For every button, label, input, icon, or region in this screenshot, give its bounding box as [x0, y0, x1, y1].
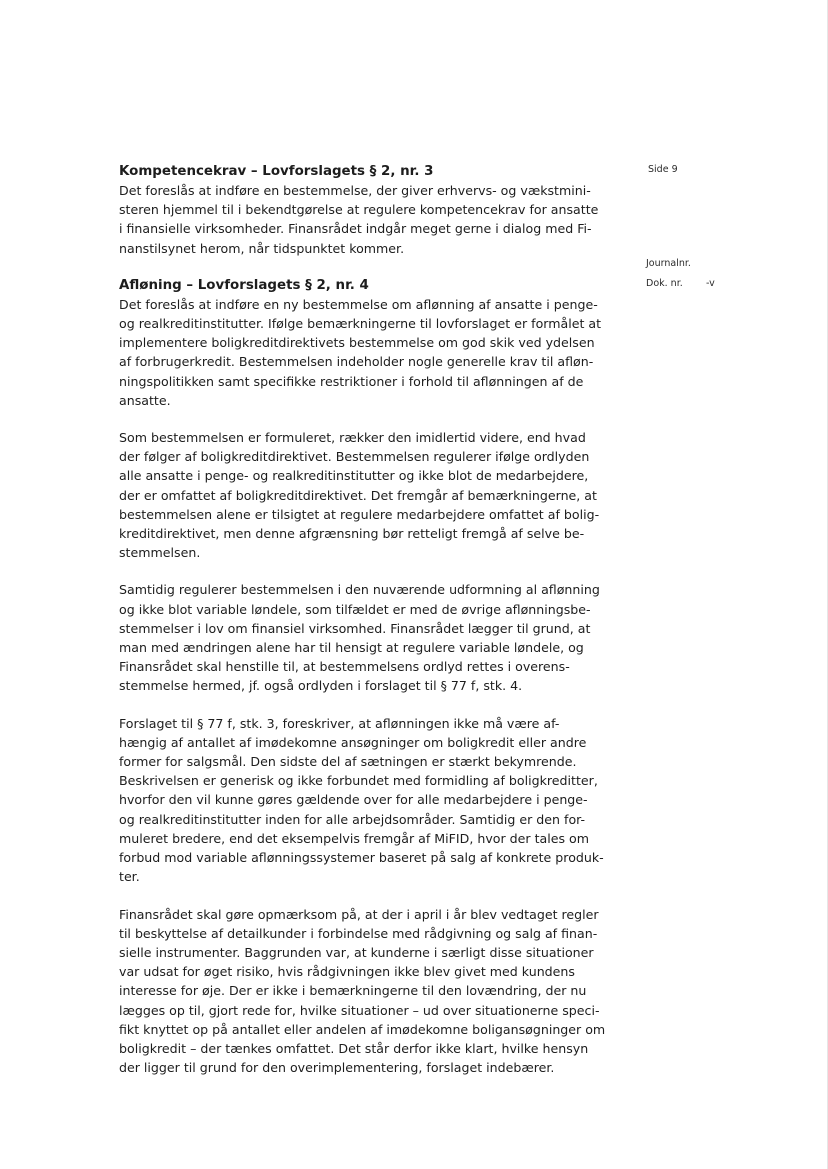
text-line: Finansrådet skal henstille til, at bestemmelsens ordlyd rettes i overens- — [119, 659, 570, 675]
text-line: man med ændringen alene har til hensigt at regulere variable løndele, og — [119, 640, 584, 656]
text-line: til beskyttelse af detailkunder i forbindelse med rådgivning og salg af finan- — [119, 925, 598, 941]
letter-body — [119, 162, 609, 1095]
text-line: hvorfor den vil kunne gøres gældende over for alle medarbejdere i penge- — [119, 792, 588, 808]
text-line: ningspolitikken samt specifikke restriktioner i forhold til aflønningen af de — [119, 373, 584, 389]
text-line: Det foreslås at indføre en bestemmelse, der giver erhvervs- og vækstmini- — [119, 183, 591, 198]
text-line: nanstilsynet herom, når tidspunktet kommer. — [119, 240, 405, 256]
text-line: af forbrugerkredit. Bestemmelsen indeholder nogle generelle krav til afløn- — [119, 354, 594, 370]
journal-number-label: Journalnr. — [646, 258, 691, 269]
text-line: hængig af antallet af imødekomne ansøgninger om boligkredit eller andre — [119, 734, 587, 750]
text-line: stemmelser i lov om finansiel virksomhed. Finansrådet lægger til grund, at — [119, 620, 591, 636]
text-line: der er omfattet af boligkreditdirektivet. Det fremgår af bemærkningerne, at — [119, 487, 597, 503]
text-line: og realkreditinstitutter inden for alle arbejdsområder. Samtidig er den for- — [119, 811, 586, 827]
text-line: Beskrivelsen er generisk og ikke forbundet med formidling af boligkreditter, — [119, 773, 598, 789]
paragraph — [119, 428, 609, 562]
text-line: former for salgsmål. Den sidste del af sætningen er stærkt bekymrende. — [119, 754, 577, 770]
page-number: Side 9 — [648, 164, 678, 175]
text-line: og ikke blot variable løndele, som tilfældet er med de øvrige aflønningsbe- — [119, 601, 591, 617]
text-line: steren hjemmel til i bekendtgørelse at regulere kompetencekrav for ansatte — [119, 202, 599, 218]
text-line: var udsat for øget risiko, hvis rådgivningen ikke blev givet med kundens — [119, 964, 575, 980]
section-heading: Kompetencekrav – Lovforslagets § 2, nr. 3 — [119, 164, 434, 179]
text-line: alle ansatte i penge- og realkreditinstitutter og ikke blot de medarbejdere, — [119, 468, 589, 484]
text-line: muleret bredere, end det eksempelvis fremgår af MiFID, hvor der tales om — [119, 830, 590, 846]
paragraph — [119, 580, 609, 695]
text-line: Som bestemmelsen er formuleret, rækker den imidlertid videre, end hvad — [119, 430, 586, 446]
paragraph — [119, 295, 609, 410]
text-line: bestemmelsen alene er tilsigtet at regulere medarbejdere omfattet af bolig- — [119, 506, 600, 522]
section-remuneration — [119, 276, 609, 1078]
text-line: ansatte. — [119, 392, 171, 408]
text-line: forbud mod variable aflønningssystemer baseret på salg af konkrete produk- — [119, 850, 604, 866]
text-line: Det foreslås at indføre en ny bestemmelse om aflønning af ansatte i penge- — [119, 296, 598, 312]
document-number-label: Dok. nr. — [646, 278, 683, 289]
text-line: der ligger til grund for den overimplementering, forslaget indebærer. — [119, 1060, 555, 1076]
text-line: implementere boligkreditdirektivets bestemmelse om god skik ved ydelsen — [119, 335, 595, 351]
text-line: interesse for øje. Der er ikke i bemærkningerne til den lovændring, der nu — [119, 983, 587, 999]
text-line: der følger af boligkreditdirektivet. Bestemmelsen regulerer ifølge ordlyden — [119, 449, 590, 465]
text-line: lægges op til, gjort rede for, hvilke situationer – ud over situationerne speci- — [119, 1002, 600, 1018]
document-number-value: -v — [706, 278, 715, 289]
paragraph — [119, 905, 609, 1078]
text-line: sielle instrumenter. Baggrunden var, at kunderne i særligt disse situationer — [119, 944, 594, 960]
text-line: stemmelsen. — [119, 545, 201, 561]
section-heading: Afløning – Lovforslagets § 2, nr. 4 — [119, 277, 369, 293]
text-line: boligkredit – der tænkes omfattet. Det står derfor ikke klart, hvilke hensyn — [119, 1040, 589, 1056]
text-line: kreditdirektivet, men denne afgrænsning bør retteligt fremgå af selve be- — [119, 526, 585, 542]
section-competence — [119, 162, 609, 258]
text-line: Samtidig regulerer bestemmelsen i den nuværende udformning al aflønning — [119, 582, 600, 598]
text-line: ter. — [119, 869, 140, 885]
text-line: fikt knyttet op på antallet eller andelen af imødekomne boligansøgninger om — [119, 1021, 606, 1037]
paragraph — [119, 714, 609, 887]
text-line: og realkreditinstitutter. Ifølge bemærkningerne til lovforslaget er formålet at — [119, 316, 602, 332]
paragraph — [119, 181, 609, 258]
text-line: i finansielle virksomheder. Finansrådet indgår meget gerne i dialog med Fi- — [119, 221, 592, 237]
text-line: stemmelse hermed, jf. også ordlyden i forslaget til § 77 f, stk. 4. — [119, 678, 523, 694]
text-line: Forslaget til § 77 f, stk. 3, foreskriver, at aflønningen ikke må være af- — [119, 715, 560, 731]
text-line: Finansrådet skal gøre opmærksom på, at der i april i år blev vedtaget regler — [119, 906, 599, 922]
